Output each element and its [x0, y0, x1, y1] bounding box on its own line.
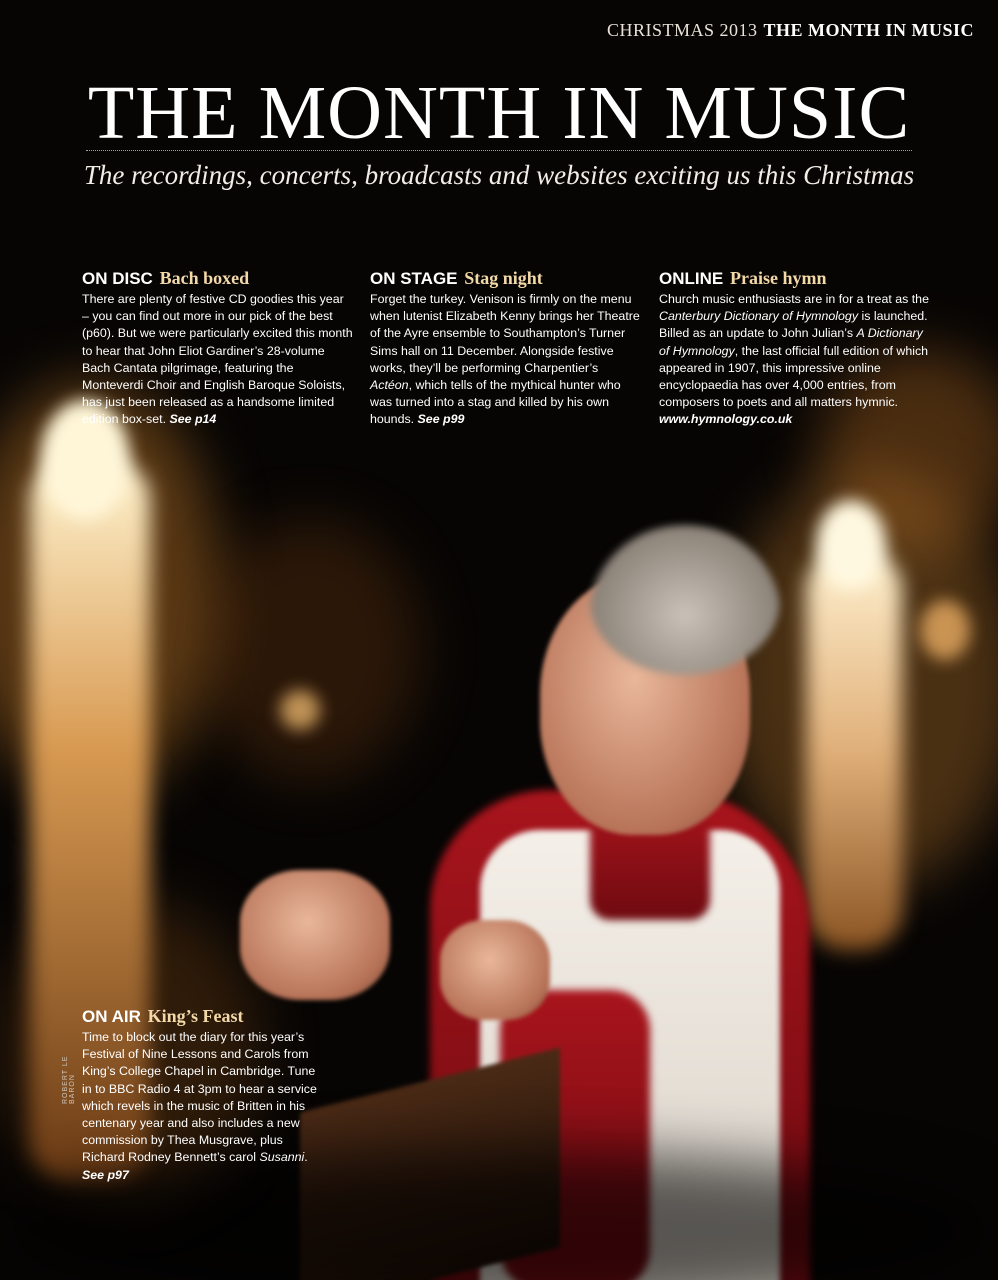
on-disc-article — [82, 268, 354, 429]
on-stage-article — [370, 268, 642, 429]
section-label: THE MONTH IN MUSIC — [763, 20, 974, 40]
dotted-divider — [86, 150, 912, 151]
on-stage-heading: ON STAGE Stag night — [370, 268, 543, 288]
on-disc-heading: ON DISC Bach boxed — [82, 268, 250, 288]
on-stage-body: Forget the turkey. Venison is firmly on the menu when lutenist Elizabeth Kenny brings her Theatre of the Ayre ensemble to Southampton’s Turner Sims hall on 11 December. Alongside festive works, they’ll be performing Charpentier’s Actéon, which tells of the mythical hunter who was turned into a stag and killed by his own hounds. See p99 — [370, 292, 640, 427]
hymnology-link[interactable]: www.hymnology.co.uk — [659, 412, 793, 427]
online-heading: ONLINE Praise hymn — [659, 268, 827, 288]
on-air-article — [82, 1006, 322, 1184]
on-air-body: Time to block out the diary for this year’s Festival of Nine Lessons and Carols from King’s College Chapel in Cambridge. Tune in to BBC Radio 4 at 3pm to hear a service which revels in the music of Britten in his centenary year and also includes a new commission by Thea Musgrave, plus Richard Rodney Bennett’s carol Susanni. See p97 — [82, 1030, 317, 1182]
running-header — [607, 20, 974, 41]
on-disc-body: There are plenty of festive CD goodies this year – you can find out more in our pick of the best (p60). But we were particularly excited this month to hear that John Eliot Gardiner’s 28-volume Bach Cantata pilgrimage, featuring the Monteverdi Choir and English Baroque Soloists, has just been released as a handsome limited edition box-set. See p14 — [82, 292, 353, 427]
online-article — [659, 268, 931, 429]
on-disc-page-ref: See p14 — [169, 412, 217, 427]
photo-credit: ROBERT LE BARON — [62, 1055, 76, 1104]
online-body: Church music enthusiasts are in for a treat as the Canterbury Dictionary of Hymnology is launched. Billed as an update to John Julian’s A Dictionary of Hymnology, the last official full edition of which appeared in 1907, this impressive online encyclopaedia has over 4,000 entries, from composers to poets and all matters hymnic. www.hymnology.co.uk — [659, 292, 929, 427]
issue-label: CHRISTMAS 2013 — [606, 20, 758, 40]
on-air-heading: ON AIR King’s Feast — [82, 1006, 244, 1026]
page-subtitle: The recordings, concerts, broadcasts and websites exciting us this Christmas — [83, 160, 915, 190]
page-title: THE MONTH IN MUSIC — [87, 71, 911, 155]
on-air-page-ref: See p97 — [82, 1167, 129, 1182]
on-stage-page-ref: See p99 — [417, 412, 465, 427]
